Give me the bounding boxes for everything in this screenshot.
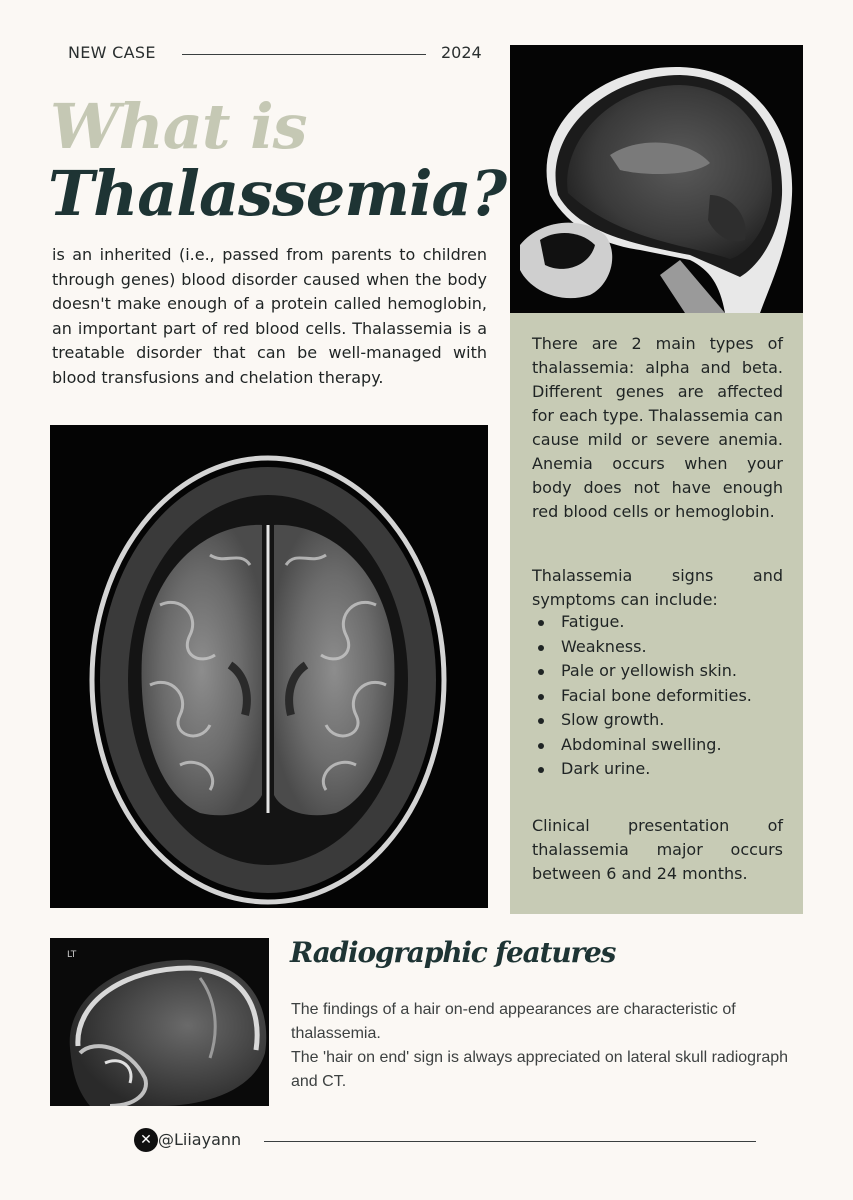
sagittal-mri-graphic <box>510 45 803 313</box>
list-item: Facial bone deformities. <box>536 684 752 709</box>
header-label: NEW CASE <box>68 43 156 62</box>
footer-divider <box>264 1141 756 1142</box>
intro-paragraph: is an inherited (i.e., passed from parents to children through genes) blood disorder caused when the body doesn't make enough of a protein called hemoglobin, an important part of red blood cells. Thalassemia is a treatable disorder that can be well-managed with blood transfusions and chelation therapy. <box>52 245 487 387</box>
radiographic-paragraph-1: The findings of a hair on-end appearances are characteristic of thalassemia. <box>291 1001 736 1042</box>
skull-xray-graphic <box>50 938 269 1106</box>
title-line-1: What is <box>50 90 307 163</box>
list-item: Fatigue. <box>536 610 752 635</box>
title-line-2: Thalassemia? <box>48 157 507 230</box>
axial-mri-image <box>50 425 488 908</box>
xray-side-label: LT <box>67 950 77 960</box>
header-divider <box>182 54 426 55</box>
list-item: Pale or yellowish skin. <box>536 659 752 684</box>
radiographic-title: Radiographic features <box>290 936 616 969</box>
sagittal-mri-image <box>510 45 803 313</box>
signs-intro-text: Thalassemia signs and symptoms can include: <box>532 566 783 609</box>
axial-mri-graphic <box>50 425 488 908</box>
radiographic-paragraph-2: The 'hair on end' sign is always appreciated on lateral skull radiograph and CT. <box>291 1049 789 1090</box>
list-item: Abdominal swelling. <box>536 733 752 758</box>
list-item: Weakness. <box>536 635 752 660</box>
header-year: 2024 <box>441 43 482 62</box>
list-item: Dark urine. <box>536 757 752 782</box>
thalassemia-types-text: There are 2 main types of thalassemia: alpha and beta. Different genes are affected for each type. Thalassemia can cause mild or severe anemia. Anemia occurs when your body does not have enough red blood cells or hemoglobin. <box>532 334 783 521</box>
symptom-list <box>536 610 752 782</box>
author-handle[interactable]: @Liiayann <box>158 1130 242 1149</box>
skull-xray-image <box>50 938 269 1106</box>
radiographic-text <box>291 998 791 1094</box>
list-item: Slow growth. <box>536 708 752 733</box>
clinical-presentation-text: Clinical presentation of thalassemia major occurs between 6 and 24 months. <box>532 816 783 883</box>
x-logo-icon[interactable]: ✕ <box>134 1128 158 1152</box>
